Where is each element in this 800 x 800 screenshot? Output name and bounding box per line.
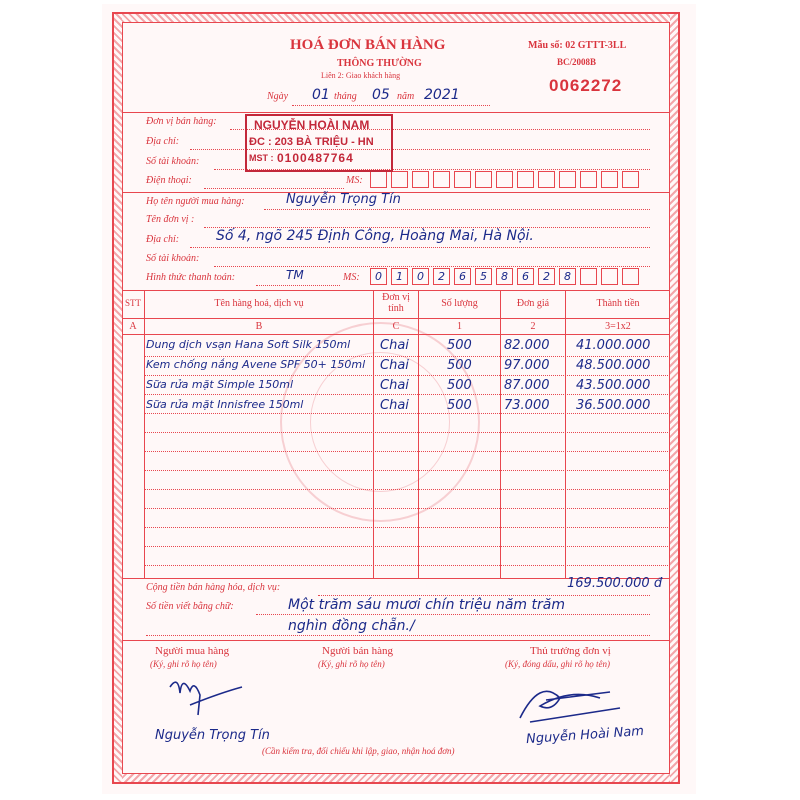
date-day: 01	[312, 87, 330, 103]
buyer-ms-digit: 6	[517, 268, 534, 285]
buyer-ms-label: MS:	[343, 272, 360, 283]
buyer-address: Số 4, ngõ 245 Định Công, Hoàng Mai, Hà Nội.	[216, 228, 534, 244]
item-total: 36.500.000	[576, 398, 651, 413]
table-sub-line	[122, 334, 670, 335]
buyer-address-dots	[190, 246, 650, 248]
date-year: 2021	[424, 87, 460, 103]
buyer-sign-name: Nguyễn Trọng Tín	[155, 728, 270, 743]
header-name: Tên hàng hoá, dịch vụ	[214, 298, 304, 309]
date-month: 05	[372, 87, 390, 103]
form-number: Mẫu số: 02 GTTT-3LL	[528, 40, 627, 51]
item-name: Kem chống nắng Avene SPF 50+ 150ml	[146, 358, 366, 371]
col-line-stt	[144, 290, 145, 578]
seller-ms-label: MS:	[346, 175, 363, 186]
item-name: Sữa rửa mặt Simple 150ml	[146, 378, 294, 391]
signature-top-line	[122, 640, 670, 641]
buyer-unit-label: Tên đơn vị :	[146, 214, 195, 225]
seller-sign-note: (Ký, ghi rõ họ tên)	[318, 659, 385, 669]
table-ruling	[145, 412, 670, 414]
invoice-subtitle: THÔNG THƯỜNG	[337, 58, 422, 69]
footer-note: (Cần kiểm tra, đối chiếu khi lập, giao, nhận hoá đơn)	[262, 746, 455, 756]
item-qty: 500	[447, 378, 472, 393]
seller-ms-box	[412, 171, 429, 188]
words-line-1: Một trăm sáu mươi chín triệu năm trăm	[288, 597, 565, 613]
sub-qty: 1	[457, 321, 462, 332]
seller-phone-label: Điện thoại:	[146, 175, 192, 186]
buyer-ms-digit	[580, 268, 597, 285]
buyer-ms-digit: 0	[370, 268, 387, 285]
watermark-seal-inner	[310, 352, 450, 492]
words-dots-1	[256, 613, 650, 615]
item-total: 41.000.000	[576, 338, 651, 353]
table-header-line	[122, 318, 670, 319]
col-line-qty	[500, 290, 501, 578]
seller-stamp	[245, 114, 393, 172]
head-sign-title: Thủ trưởng đơn vị	[530, 645, 611, 657]
buyer-signature	[160, 665, 250, 725]
stamp-name: NGUYỄN HOÀI NAM	[254, 118, 370, 132]
seller-ms-box	[496, 171, 513, 188]
header-total: Thành tiền	[596, 298, 640, 309]
table-ruling	[145, 564, 670, 566]
seller-ms-box	[580, 171, 597, 188]
buyer-ms-digit	[601, 268, 618, 285]
seller-account-label: Số tài khoản:	[146, 156, 200, 167]
item-unit: Chai	[380, 378, 409, 393]
buyer-account-dots	[214, 265, 650, 267]
date-year-label: năm	[397, 91, 415, 102]
item-name: Sữa rửa mặt Innisfree 150ml	[146, 398, 304, 411]
buyer-account-label: Số tài khoản:	[146, 253, 200, 264]
total-label: Cộng tiền bán hàng hóa, dịch vụ:	[146, 582, 281, 593]
buyer-ms-digit: 6	[454, 268, 471, 285]
item-price: 97.000	[504, 358, 550, 373]
item-qty: 500	[447, 398, 472, 413]
buyer-ms-digit: 8	[496, 268, 513, 285]
copy-label: Liên 2: Giao khách hàng	[321, 71, 401, 80]
buyer-ms-digit: 2	[538, 268, 555, 285]
header-qty: Số lượng	[441, 298, 478, 309]
seller-ms-box	[538, 171, 555, 188]
date-month-label: tháng	[334, 91, 357, 102]
table-ruling	[145, 355, 670, 357]
stamp-mst: 0100487764	[277, 151, 354, 165]
table-ruling	[145, 450, 670, 452]
buyer-ms-digit: 2	[433, 268, 450, 285]
words-label: Số tiền viết bằng chữ:	[146, 601, 234, 612]
buyer-name-label: Họ tên người mua hàng:	[146, 196, 245, 207]
buyer-sign-title: Người mua hàng	[155, 645, 230, 657]
item-unit: Chai	[380, 338, 409, 353]
table-ruling	[145, 526, 670, 528]
seller-phone-dots	[204, 187, 344, 189]
buyer-ms-digit: 1	[391, 268, 408, 285]
table-ruling	[145, 469, 670, 471]
words-line-2: nghìn đồng chẵn./	[288, 618, 415, 634]
item-name: Dung dịch vsạn Hana Soft Silk 150ml	[146, 338, 351, 351]
invoice-serial: 0062272	[549, 76, 623, 95]
item-total: 43.500.000	[576, 378, 651, 393]
seller-address-label: Địa chỉ:	[146, 136, 180, 147]
stamp-address: ĐC : 203 BÀ TRIỆU - HN	[249, 136, 374, 148]
table-ruling	[145, 507, 670, 509]
total-amount: 169.500.000 đ	[567, 576, 663, 591]
item-qty: 500	[447, 338, 472, 353]
seller-ms-box	[370, 171, 387, 188]
sub-total: 3=1x2	[605, 321, 631, 332]
buyer-ms-digit: 8	[559, 268, 576, 285]
payment-method: TM	[286, 268, 304, 282]
buyer-ms-digit	[622, 268, 639, 285]
invoice-title: HOÁ ĐƠN BÁN HÀNG	[290, 37, 446, 53]
table-ruling	[145, 431, 670, 433]
col-line-price	[565, 290, 566, 578]
table-ruling	[145, 545, 670, 547]
date-dots	[292, 104, 490, 106]
buyer-name: Nguyễn Trọng Tín	[286, 192, 401, 207]
table-ruling	[145, 374, 670, 376]
buyer-name-dots	[264, 208, 650, 210]
sub-price: 2	[530, 321, 536, 332]
head-sign-note: (Ký, đóng dấu, ghi rõ họ tên)	[505, 659, 610, 669]
seller-ms-box	[391, 171, 408, 188]
item-unit: Chai	[380, 358, 409, 373]
table-ruling	[145, 393, 670, 395]
seller-sign-title: Người bán hàng	[322, 645, 394, 657]
date-day-label: Ngày	[267, 91, 289, 102]
total-dots	[318, 594, 650, 596]
col-line-name	[373, 290, 374, 578]
header-price: Đơn giá	[516, 298, 550, 309]
seller-ms-box	[475, 171, 492, 188]
stamp-mst-label: MST :	[249, 153, 274, 163]
buyer-ms-digit: 0	[412, 268, 429, 285]
seller-ms-box	[433, 171, 450, 188]
buyer-address-label: Địa chỉ:	[146, 234, 180, 245]
head-signature	[500, 668, 630, 728]
item-price: 87.000	[504, 378, 550, 393]
words-dots-2	[146, 634, 650, 636]
item-price: 82.000	[504, 338, 550, 353]
seller-ms-box	[601, 171, 618, 188]
table-ruling	[145, 488, 670, 490]
payment-label: Hình thức thanh toán:	[146, 272, 236, 283]
buyer-ms-digit: 5	[475, 268, 492, 285]
buyer-sign-note: (Ký, ghi rõ họ tên)	[150, 659, 217, 669]
sub-stt: A	[129, 321, 137, 332]
series-code: BC/2008B	[557, 57, 597, 67]
header-unit: Đơn vị tính	[382, 292, 410, 314]
col-line-unit	[418, 290, 419, 578]
header-stt: STT	[124, 298, 141, 308]
item-total: 48.500.000	[576, 358, 651, 373]
seller-ms-box	[622, 171, 639, 188]
seller-top-line	[122, 112, 670, 113]
seller-ms-box	[454, 171, 471, 188]
head-sign-name: Nguyễn Hoài Nam	[525, 723, 645, 748]
sub-unit: C	[392, 321, 400, 332]
item-unit: Chai	[380, 398, 409, 413]
item-qty: 500	[447, 358, 472, 373]
seller-unit-label: Đơn vị bán hàng:	[146, 116, 217, 127]
item-price: 73.000	[504, 398, 550, 413]
sub-name: B	[255, 321, 263, 332]
payment-dots	[256, 284, 340, 286]
seller-ms-box	[559, 171, 576, 188]
seller-ms-box	[517, 171, 534, 188]
table-top-line	[122, 290, 670, 291]
